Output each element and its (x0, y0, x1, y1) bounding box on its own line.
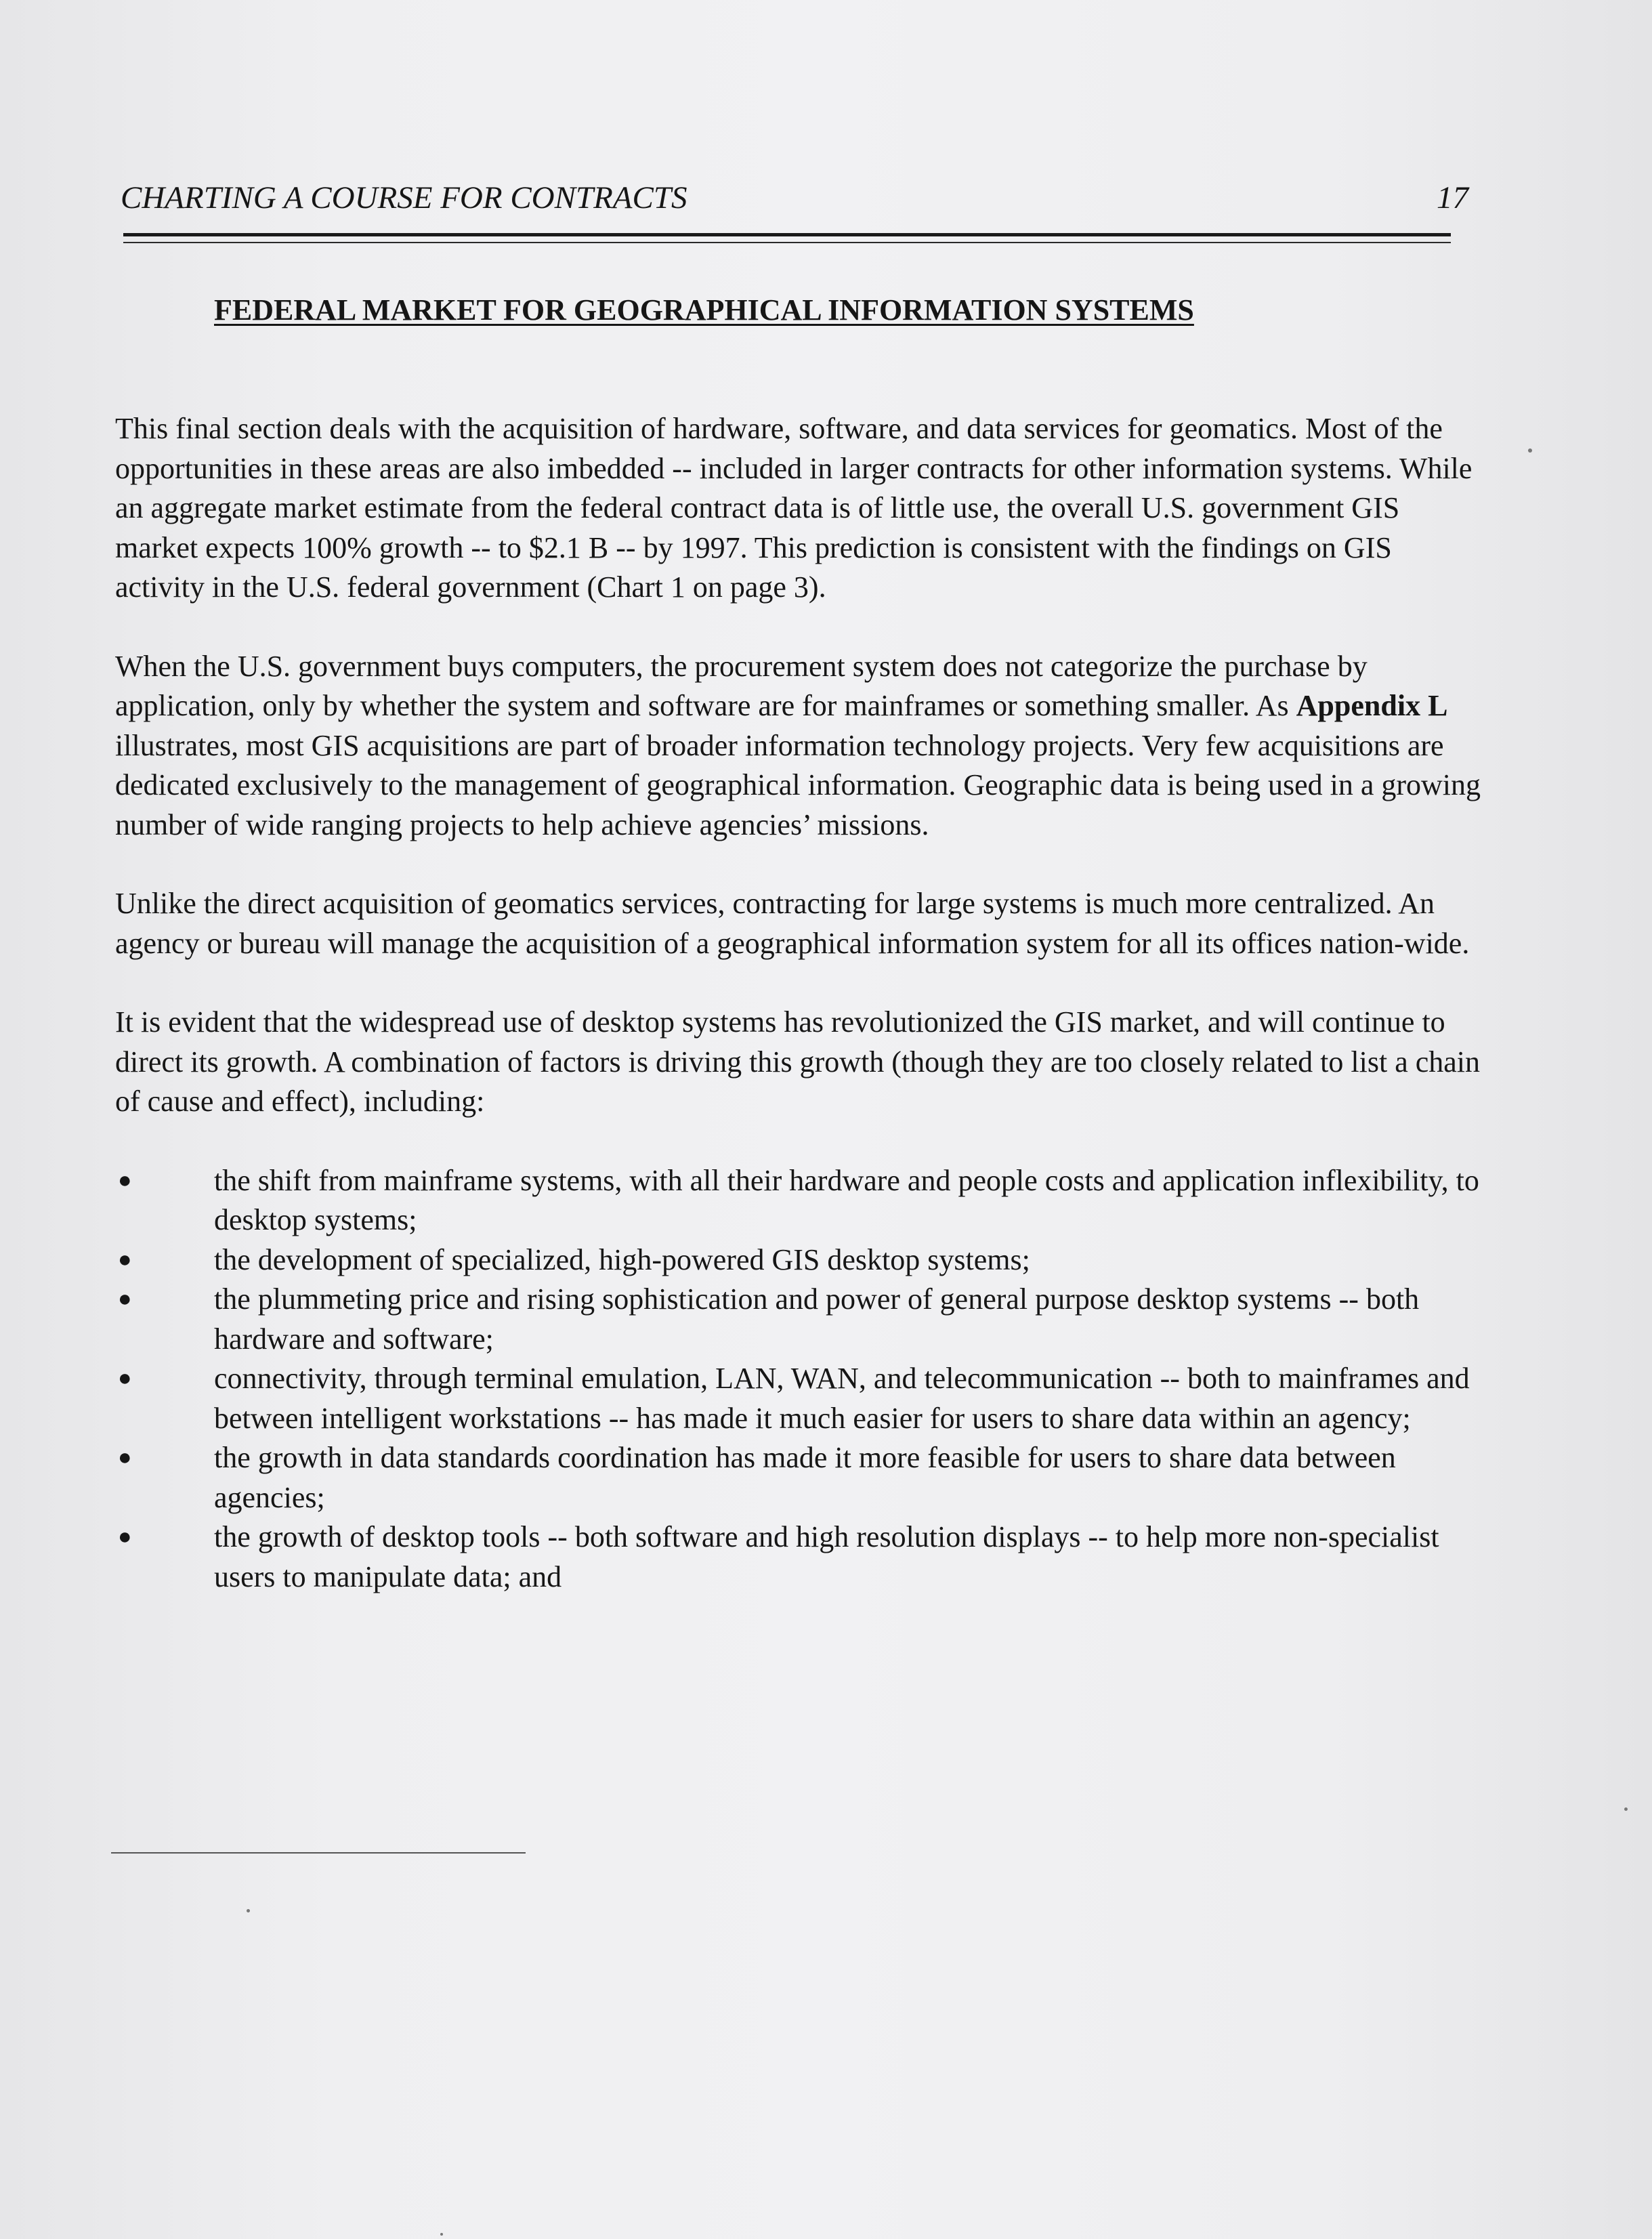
page-number: 17 (1437, 180, 1468, 215)
list-item-text: the growth in data standards coordination has made it more feasible for users to share data between agencies; (214, 1441, 1396, 1514)
list-item (115, 1280, 1483, 1359)
paragraph-2-text-start: When the U.S. government buys computers, the procurement system does not categorize the purchase by application, only by whether the system and software are for mainframes or something smaller. As (115, 649, 1368, 722)
appendix-reference: Appendix L (1296, 689, 1448, 722)
bullet-icon: ● (118, 1366, 132, 1391)
list-item (115, 1161, 1483, 1240)
scan-speck (1528, 448, 1532, 453)
body-text (115, 409, 1483, 1597)
footnote-rule (111, 1852, 526, 1854)
list-item-text: the growth of desktop tools -- both software and high resolution displays -- to help more non-specialist users to manipulate data; and (214, 1520, 1439, 1593)
paragraph-2-text-end: illustrates, most GIS acquisitions are part of broader information technology projects. Very few acquisitions are dedicated exclusively to the management of geographical information. Geographic data is being used in a growing number of wide ranging projects to help achieve agencies’ missions. (115, 728, 1481, 841)
list-item (115, 1359, 1483, 1438)
paragraph-3: Unlike the direct acquisition of geomatics services, contracting for large systems is much more centralized. An agency or bureau will manage the acquisition of a geographical information system for all its offices nation-wide. (115, 887, 1470, 960)
bullet-icon: ● (118, 1524, 132, 1549)
list-item (115, 1240, 1483, 1280)
paragraph-1: This final section deals with the acquisition of hardware, software, and data services for geomatics. Most of the opportunities in these areas are also imbedded -- included in larger contracts for other information systems. While an aggregate market estimate from the federal contract data is of little use, the overall U.S. government GIS market expects 100% growth -- to $2.1 B -- by 1997. This prediction is consistent with the findings on GIS activity in the U.S. federal government (Chart 1 on page 3). (115, 412, 1473, 604)
paragraph-4: It is evident that the widespread use of desktop systems has revolutionized the GIS market, and will continue to direct its growth. A combination of factors is driving this growth (though they are too closely related to list a chain of cause and effect), including: (115, 1005, 1481, 1118)
header-rule-thick (123, 233, 1451, 236)
bullet-icon: ● (118, 1286, 132, 1312)
growth-factor-list (115, 1161, 1483, 1597)
bullet-icon: ● (118, 1247, 132, 1272)
scan-speck (247, 1909, 250, 1912)
list-item-text: the development of specialized, high-powered GIS desktop systems; (214, 1242, 1030, 1276)
list-item-text: the shift from mainframe systems, with all their hardware and people costs and application inflexibility, to desktop systems; (214, 1163, 1479, 1236)
list-item (115, 1518, 1483, 1597)
scan-speck (1624, 1807, 1628, 1811)
header-rule-thin (123, 242, 1451, 243)
list-item (115, 1438, 1483, 1518)
running-title: CHARTING A COURSE FOR CONTRACTS (121, 180, 687, 215)
list-item-text: connectivity, through terminal emulation, LAN, WAN, and telecommunication -- both to mainframes and between intelligent workstations -- has made it much easier for users to share data within an agency; (214, 1362, 1470, 1435)
running-header (121, 176, 1468, 219)
paragraph-2 (115, 647, 1483, 845)
section-heading: FEDERAL MARKET FOR GEOGRAPHICAL INFORMATION SYSTEMS (214, 293, 1194, 327)
bullet-icon: ● (118, 1167, 132, 1193)
list-item-text: the plummeting price and rising sophistication and power of general purpose desktop systems -- both hardware and software; (214, 1282, 1420, 1356)
bullet-icon: ● (118, 1445, 132, 1470)
scan-speck (440, 2233, 443, 2236)
